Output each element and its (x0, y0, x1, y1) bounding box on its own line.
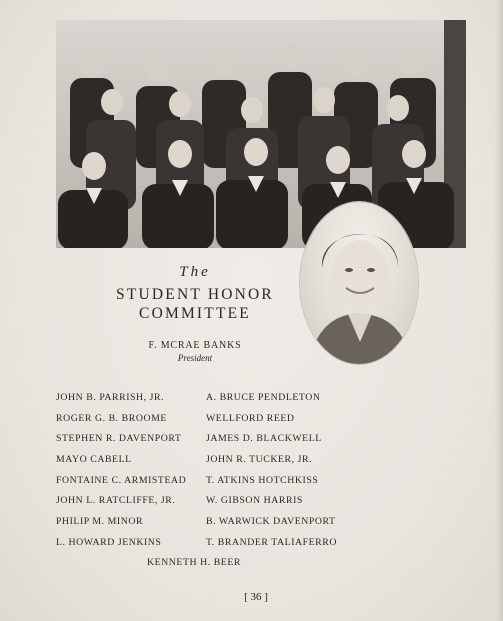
member-name: T. ATKINS HOTCHKISS (206, 474, 319, 486)
member-name: JOHN R. TUCKER, JR. (206, 454, 313, 466)
members-right-column (206, 391, 337, 557)
group-photo (56, 20, 466, 248)
member-name: WELLFORD REED (206, 412, 295, 424)
member-name: A. BRUCE PENDLETON (206, 392, 321, 403)
member-name: PHILIP M. MINOR (56, 516, 144, 528)
member-name: JOHN L. RATCLIFFE, JR. (56, 495, 176, 507)
page-title-line2: COMMITTEE (139, 305, 251, 322)
member-name: MAYO CABELL (56, 454, 132, 466)
member-name: STEPHEN R. DAVENPORT (56, 433, 182, 445)
president-title: President (177, 353, 213, 363)
president-portrait (300, 202, 418, 364)
member-name: B. WARWICK DAVENPORT (206, 516, 336, 528)
group-photo-figures (56, 20, 466, 248)
member-name: ROGER G. B. BROOME (56, 412, 167, 424)
member-name-last: KENNETH H. BEER (147, 557, 241, 568)
member-name: L. HOWARD JENKINS (56, 536, 162, 548)
members-left-column (56, 391, 186, 557)
page-edge-shadow (495, 0, 503, 621)
member-name: T. BRANDER TALIAFERRO (206, 536, 337, 548)
heading-the: The (179, 264, 211, 280)
page-number: [ 36 ] (244, 591, 268, 603)
page-title (60, 285, 330, 323)
member-name: W. GIBSON HARRIS (206, 495, 303, 507)
member-name: JAMES D. BLACKWELL (206, 433, 322, 445)
page-title-line1: STUDENT HONOR (116, 286, 274, 303)
portrait-figure (300, 202, 418, 364)
president-name: F. MCRAE BANKS (148, 340, 242, 351)
member-name: FONTAINE C. ARMISTEAD (56, 474, 187, 486)
member-name: JOHN B. PARRISH, JR. (56, 392, 165, 403)
